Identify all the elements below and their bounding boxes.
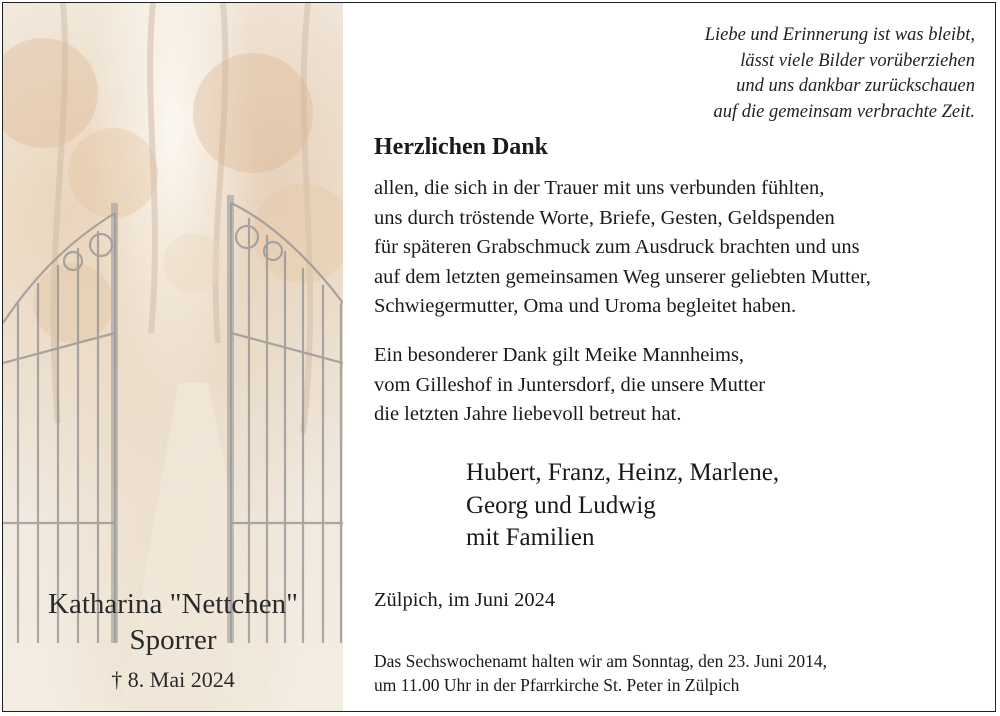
signature-line: Hubert, Franz, Heinz, Marlene,: [466, 459, 780, 486]
special-thanks-paragraph: [374, 341, 765, 430]
text-line: vom Gilleshof in Juntersdorf, die unsere Mutter: [374, 373, 766, 396]
service-line: um 11.00 Uhr in der Pfarrkirche St. Peter in Zülpich: [374, 675, 740, 695]
poem-line: und uns dankbar zurückschauen: [736, 76, 975, 96]
text-line: allen, die sich in der Trauer mit uns verbunden fühlten,: [374, 177, 825, 199]
service-info: [374, 649, 827, 697]
poem-line: auf die gemeinsam verbrachte Zeit.: [713, 101, 975, 122]
thanks-paragraph: [374, 174, 871, 322]
deceased-name-block: [3, 586, 343, 696]
poem: [705, 23, 975, 125]
signatures: [466, 457, 779, 555]
text-line: auf dem letzten gemeinsamen Weg unserer geliebten Mutter,: [374, 265, 871, 288]
signature-line: mit Familien: [466, 524, 595, 551]
place-date: Zülpich, im Juni 2024: [374, 589, 556, 611]
poem-line: Liebe und Erinnerung ist was bleibt,: [704, 25, 975, 45]
deceased-first-name: Katharina "Nettchen": [48, 588, 298, 620]
text-line: Ein besonderer Dank gilt Meike Mannheims,: [374, 344, 745, 366]
signature-line: Georg und Ludwig: [466, 491, 656, 519]
text-line: uns durch tröstende Worte, Briefe, Gesten, Geldspenden: [374, 206, 835, 229]
text-line: die letzten Jahre liebevoll betreut hat.: [374, 403, 682, 425]
autumn-gate-photo: [3, 3, 343, 711]
poem-line: lässt viele Bilder vorüberziehen: [740, 50, 975, 71]
heading: Herzlichen Dank: [374, 134, 548, 160]
memorial-notice: [2, 2, 996, 712]
death-date: † 8. Mai 2024: [111, 667, 235, 692]
text-line: Schwiegermutter, Oma und Uroma begleitet haben.: [374, 295, 797, 317]
service-line: Das Sechswochenamt halten wir am Sonntag, den 23. Juni 2014,: [374, 651, 827, 671]
text-line: für späteren Grabschmuck zum Ausdruck brachten und uns: [374, 236, 860, 258]
deceased-last-name: Sporrer: [129, 624, 217, 656]
